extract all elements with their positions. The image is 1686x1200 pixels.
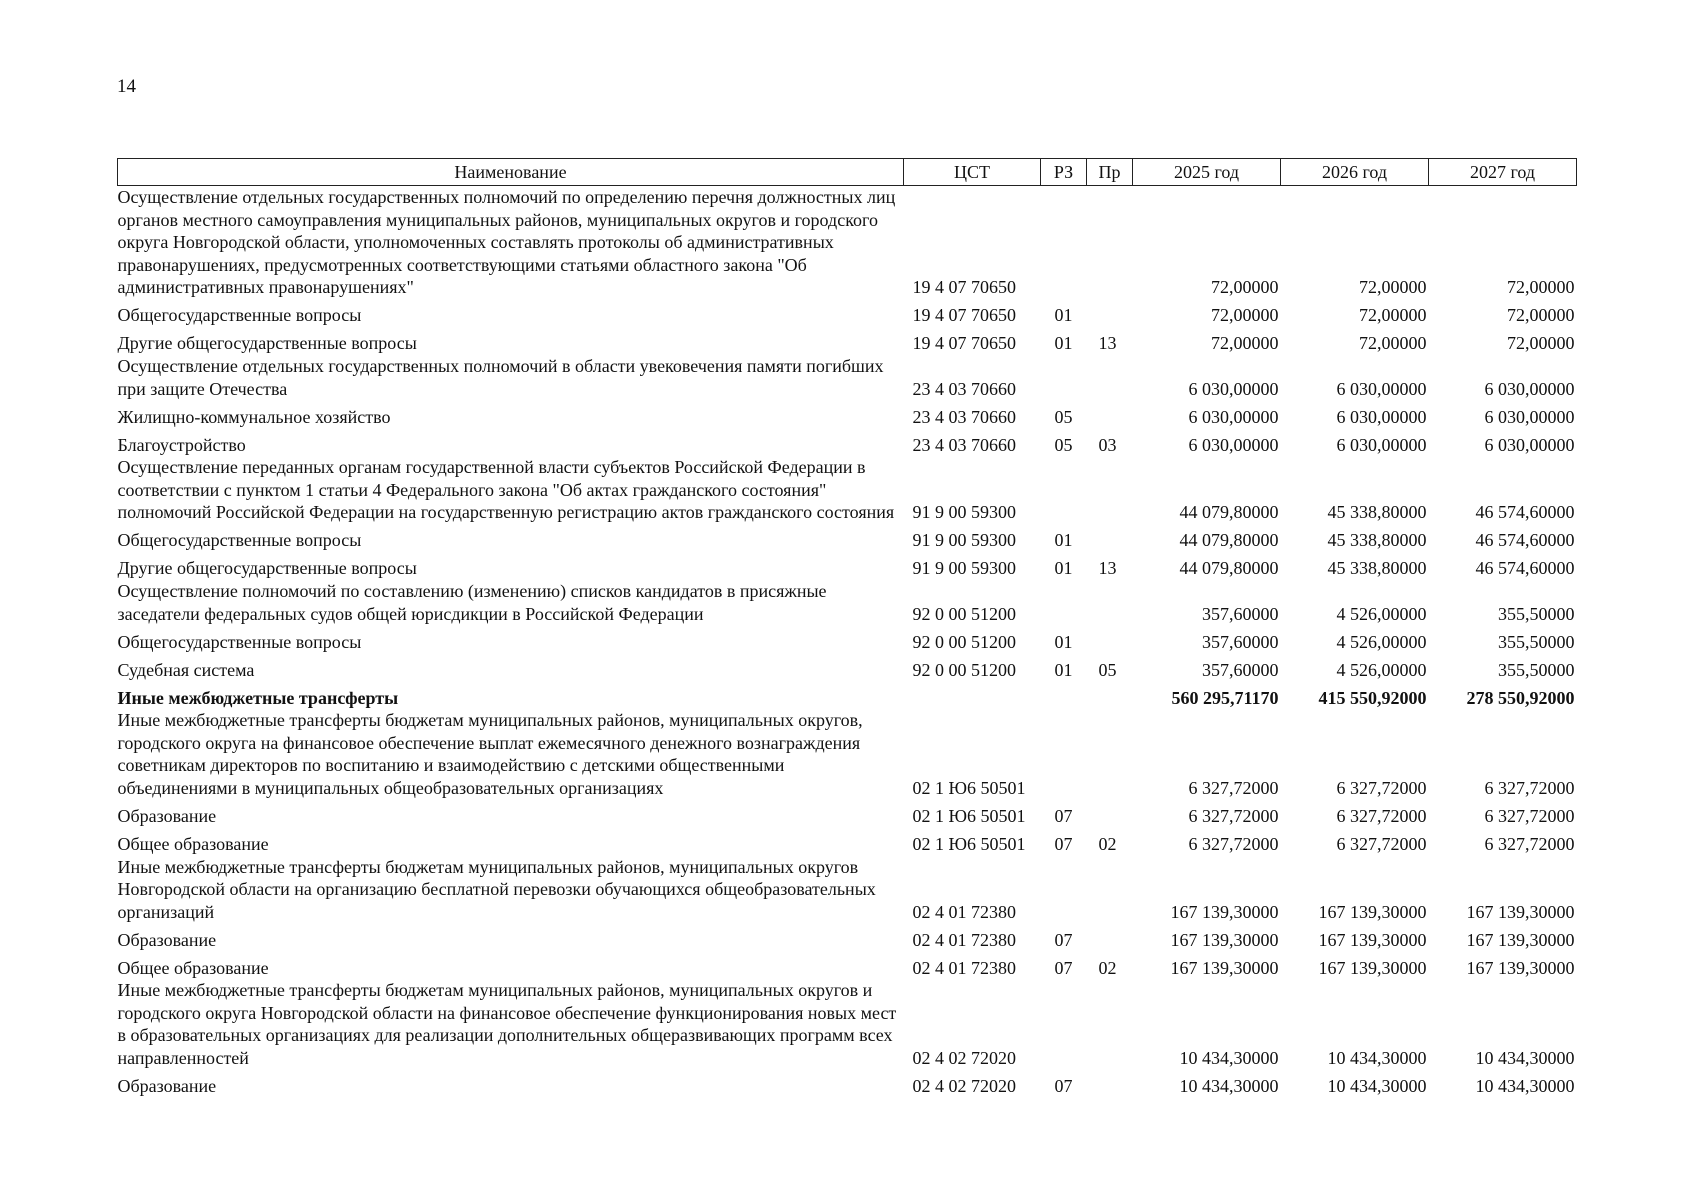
cell-pr <box>1087 979 1133 1069</box>
cell-2027: 46 574,60000 <box>1475 530 1575 551</box>
cell-rz <box>1041 681 1087 709</box>
cell-cst: 02 1 Ю6 50501 <box>912 777 1026 798</box>
cell-name: Иные межбюджетные трансферты бюджетам муниципальных районов, муниципальных округов и городского округа Новгородской области на финансовое обеспечение функционирования новых мест в образовательных организациях для реализации дополнительных общеразвивающих программ всех направленностей <box>117 980 897 1069</box>
cell-name: Образование <box>117 805 217 826</box>
header-2026: 2026 год <box>1281 159 1429 186</box>
header-pr: Пр <box>1087 159 1133 186</box>
cell-cst: 02 1 Ю6 50501 <box>912 833 1026 854</box>
cell-cst: 19 4 07 70650 <box>912 277 1016 298</box>
cell-name: Осуществление отдельных государственных полномочий по определению перечня должностных лиц органов местного самоуправления муниципальных районов, муниципальных округов и городского округа Новгородской области, уполномоченных составлять протоколы об административных правонарушениях, предусмотренных соответствующими статьями областного закона "Об административных правонарушениях" <box>117 187 896 298</box>
table-row <box>118 400 1577 428</box>
cell-pr <box>1087 1070 1133 1098</box>
cell-2027: 6 030,00000 <box>1484 434 1575 455</box>
cell-2025: 44 079,80000 <box>1179 502 1279 523</box>
table-row <box>118 552 1577 580</box>
cell-2026: 4 526,00000 <box>1336 603 1427 624</box>
cell-2025: 10 434,30000 <box>1179 1048 1279 1069</box>
cell-pr: 13 <box>1098 558 1117 579</box>
cell-name: Общее образование <box>117 957 269 978</box>
table-row <box>118 428 1577 456</box>
cell-name: Жилищно-коммунальное хозяйство <box>117 406 391 427</box>
cell-cst: 02 4 02 72020 <box>912 1076 1016 1097</box>
header-cst: ЦСТ <box>904 159 1041 186</box>
cell-2026: 167 139,30000 <box>1318 901 1427 922</box>
cell-2027: 46 574,60000 <box>1475 558 1575 579</box>
cell-2026: 45 338,80000 <box>1327 530 1427 551</box>
cell-rz: 01 <box>1054 659 1073 680</box>
cell-2026: 45 338,80000 <box>1327 558 1427 579</box>
cell-2027: 72,00000 <box>1507 305 1575 326</box>
table-row <box>118 828 1577 856</box>
cell-rz: 01 <box>1054 558 1073 579</box>
cell-pr <box>1087 355 1133 400</box>
cell-name: Судебная система <box>117 659 255 680</box>
header-row <box>118 159 1577 186</box>
cell-cst: 92 0 00 51200 <box>912 603 1016 624</box>
cell-name: Иные межбюджетные трансферты бюджетам муниципальных районов, муниципальных округов Новгородской области на организацию бесплатной перевозки обучающихся общеобразовательных организаций <box>117 856 876 922</box>
cell-2026: 6 030,00000 <box>1336 378 1427 399</box>
cell-2025: 72,00000 <box>1211 277 1279 298</box>
cell-cst: 02 4 01 72380 <box>912 929 1016 950</box>
cell-2025: 6 327,72000 <box>1188 833 1279 854</box>
cell-name: Осуществление переданных органам государственной власти субъектов Российской Федерации в соответствии с пунктом 1 статьи 4 Федерального закона "Об актах гражданского состояния" полномочий Российской Федерации на государственную регистрацию актов гражданского состояния <box>117 457 895 523</box>
cell-2025: 560 295,71170 <box>1171 687 1279 708</box>
table-row <box>118 1070 1577 1098</box>
cell-name: Общее образование <box>117 833 269 854</box>
table-row <box>118 299 1577 327</box>
cell-2025: 44 079,80000 <box>1179 558 1279 579</box>
cell-2026: 6 030,00000 <box>1336 406 1427 427</box>
cell-pr <box>1087 681 1133 709</box>
table-row <box>118 355 1577 400</box>
header-2025: 2025 год <box>1133 159 1281 186</box>
cell-name: Другие общегосударственные вопросы <box>117 558 417 579</box>
cell-2027: 355,50000 <box>1498 631 1575 652</box>
table-row <box>118 951 1577 979</box>
cell-2025: 10 434,30000 <box>1179 1076 1279 1097</box>
cell-2027: 46 574,60000 <box>1475 502 1575 523</box>
cell-rz <box>1041 709 1087 799</box>
cell-rz: 07 <box>1054 1076 1073 1097</box>
table-row <box>118 800 1577 828</box>
cell-rz <box>1041 186 1087 299</box>
header-2027: 2027 год <box>1429 159 1577 186</box>
cell-rz <box>1041 456 1087 524</box>
cell-rz <box>1041 979 1087 1069</box>
cell-name: Осуществление полномочий по составлению (изменению) списков кандидатов в присяжные заседатели федеральных судов общей юрисдикции в Российской Федерации <box>117 580 827 624</box>
cell-cst: 92 0 00 51200 <box>912 631 1016 652</box>
cell-rz <box>1041 580 1087 625</box>
cell-cst: 23 4 03 70660 <box>912 434 1016 455</box>
cell-cst: 02 1 Ю6 50501 <box>912 805 1026 826</box>
cell-2027: 6 030,00000 <box>1484 406 1575 427</box>
cell-pr <box>1087 400 1133 428</box>
cell-name: Другие общегосударственные вопросы <box>117 333 417 354</box>
table-header <box>118 159 1577 186</box>
table-row <box>118 856 1577 924</box>
cell-rz <box>1041 355 1087 400</box>
cell-cst: 91 9 00 59300 <box>912 558 1016 579</box>
cell-2025: 44 079,80000 <box>1179 530 1279 551</box>
cell-2025: 357,60000 <box>1202 631 1279 652</box>
table-row <box>118 456 1577 524</box>
cell-2027: 6 327,72000 <box>1484 833 1575 854</box>
budget-table <box>117 158 1577 1098</box>
table-row <box>118 625 1577 653</box>
cell-2026: 167 139,30000 <box>1318 929 1427 950</box>
cell-rz: 01 <box>1054 631 1073 652</box>
cell-2026: 10 434,30000 <box>1327 1048 1427 1069</box>
cell-pr <box>1087 580 1133 625</box>
cell-2025: 6 030,00000 <box>1188 434 1279 455</box>
cell-pr <box>1087 923 1133 951</box>
table-row <box>118 653 1577 681</box>
cell-2026: 72,00000 <box>1359 277 1427 298</box>
cell-2026: 72,00000 <box>1359 305 1427 326</box>
cell-pr <box>1087 524 1133 552</box>
cell-2026: 167 139,30000 <box>1318 957 1427 978</box>
cell-rz: 07 <box>1054 805 1073 826</box>
cell-2027: 278 550,92000 <box>1466 687 1575 708</box>
table-row <box>118 186 1577 299</box>
cell-2026: 4 526,00000 <box>1336 631 1427 652</box>
cell-2025: 72,00000 <box>1211 333 1279 354</box>
table-row <box>118 923 1577 951</box>
cell-2027: 6 030,00000 <box>1484 378 1575 399</box>
cell-2025: 6 030,00000 <box>1188 406 1279 427</box>
cell-2026: 6 327,72000 <box>1336 805 1427 826</box>
cell-name: Образование <box>117 929 217 950</box>
cell-2027: 167 139,30000 <box>1466 957 1575 978</box>
cell-2026: 6 327,72000 <box>1336 833 1427 854</box>
cell-2027: 167 139,30000 <box>1466 901 1575 922</box>
cell-2026: 415 550,92000 <box>1318 687 1427 708</box>
cell-2027: 6 327,72000 <box>1484 777 1575 798</box>
cell-cst: 19 4 07 70650 <box>912 333 1016 354</box>
table-body <box>118 186 1577 1098</box>
cell-pr <box>1087 299 1133 327</box>
cell-pr: 13 <box>1098 333 1117 354</box>
table-row <box>118 524 1577 552</box>
cell-pr: 02 <box>1098 957 1117 978</box>
header-name: Наименование <box>118 159 904 186</box>
cell-pr <box>1087 800 1133 828</box>
cell-rz: 07 <box>1054 929 1073 950</box>
table-row <box>118 580 1577 625</box>
cell-rz: 07 <box>1054 833 1073 854</box>
cell-cst: 02 4 01 72380 <box>912 957 1016 978</box>
cell-2025: 357,60000 <box>1202 603 1279 624</box>
cell-cst: 23 4 03 70660 <box>912 406 1016 427</box>
cell-2026: 10 434,30000 <box>1327 1076 1427 1097</box>
cell-name: Общегосударственные вопросы <box>117 305 362 326</box>
cell-2026: 6 327,72000 <box>1336 777 1427 798</box>
cell-cst <box>904 681 1041 709</box>
cell-2027: 167 139,30000 <box>1466 929 1575 950</box>
table-row <box>118 979 1577 1069</box>
cell-cst: 02 4 01 72380 <box>912 901 1016 922</box>
cell-rz: 05 <box>1054 406 1073 427</box>
cell-cst: 19 4 07 70650 <box>912 305 1016 326</box>
cell-name: Благоустройство <box>117 434 246 455</box>
cell-2026: 4 526,00000 <box>1336 659 1427 680</box>
cell-pr: 03 <box>1098 434 1117 455</box>
cell-rz: 07 <box>1054 957 1073 978</box>
page-number: 14 <box>117 76 136 97</box>
header-rz: РЗ <box>1041 159 1087 186</box>
cell-name: Иные межбюджетные трансферты <box>117 687 399 708</box>
cell-pr <box>1087 856 1133 924</box>
cell-2027: 72,00000 <box>1507 277 1575 298</box>
cell-rz: 01 <box>1054 530 1073 551</box>
cell-pr <box>1087 186 1133 299</box>
cell-pr <box>1087 456 1133 524</box>
cell-pr: 05 <box>1098 659 1117 680</box>
cell-2027: 10 434,30000 <box>1475 1048 1575 1069</box>
cell-2027: 10 434,30000 <box>1475 1076 1575 1097</box>
cell-2025: 167 139,30000 <box>1170 929 1279 950</box>
cell-name: Образование <box>117 1076 217 1097</box>
cell-2025: 6 327,72000 <box>1188 805 1279 826</box>
cell-pr <box>1087 625 1133 653</box>
cell-2027: 72,00000 <box>1507 333 1575 354</box>
cell-2025: 6 030,00000 <box>1188 378 1279 399</box>
cell-rz: 01 <box>1054 333 1073 354</box>
cell-cst: 23 4 03 70660 <box>912 378 1016 399</box>
cell-name: Общегосударственные вопросы <box>117 530 362 551</box>
cell-2025: 167 139,30000 <box>1170 901 1279 922</box>
cell-2025: 6 327,72000 <box>1188 777 1279 798</box>
cell-2026: 45 338,80000 <box>1327 502 1427 523</box>
cell-rz <box>1041 856 1087 924</box>
cell-name: Осуществление отдельных государственных полномочий в области увековечения памяти погибших при защите Отечества <box>117 355 884 399</box>
table-row <box>118 709 1577 799</box>
cell-rz: 05 <box>1054 434 1073 455</box>
cell-2026: 6 030,00000 <box>1336 434 1427 455</box>
cell-2027: 6 327,72000 <box>1484 805 1575 826</box>
cell-rz: 01 <box>1054 305 1073 326</box>
cell-name: Иные межбюджетные трансферты бюджетам муниципальных районов, муниципальных округов, городского округа на финансовое обеспечение выплат ежемесячного денежного вознаграждения советникам директоров по воспитанию и взаимодействию с детскими общественными объединениями в муниципальных общеобразовательных организациях <box>117 710 863 798</box>
cell-2025: 357,60000 <box>1202 659 1279 680</box>
cell-cst: 91 9 00 59300 <box>912 502 1016 523</box>
cell-2027: 355,50000 <box>1498 659 1575 680</box>
cell-2025: 72,00000 <box>1211 305 1279 326</box>
cell-pr: 02 <box>1098 833 1117 854</box>
table-row <box>118 327 1577 355</box>
cell-name: Общегосударственные вопросы <box>117 631 362 652</box>
cell-2027: 355,50000 <box>1498 603 1575 624</box>
cell-cst: 92 0 00 51200 <box>912 659 1016 680</box>
cell-cst: 91 9 00 59300 <box>912 530 1016 551</box>
cell-cst: 02 4 02 72020 <box>912 1048 1016 1069</box>
cell-2025: 167 139,30000 <box>1170 957 1279 978</box>
cell-pr <box>1087 709 1133 799</box>
table-row <box>118 681 1577 709</box>
cell-2026: 72,00000 <box>1359 333 1427 354</box>
